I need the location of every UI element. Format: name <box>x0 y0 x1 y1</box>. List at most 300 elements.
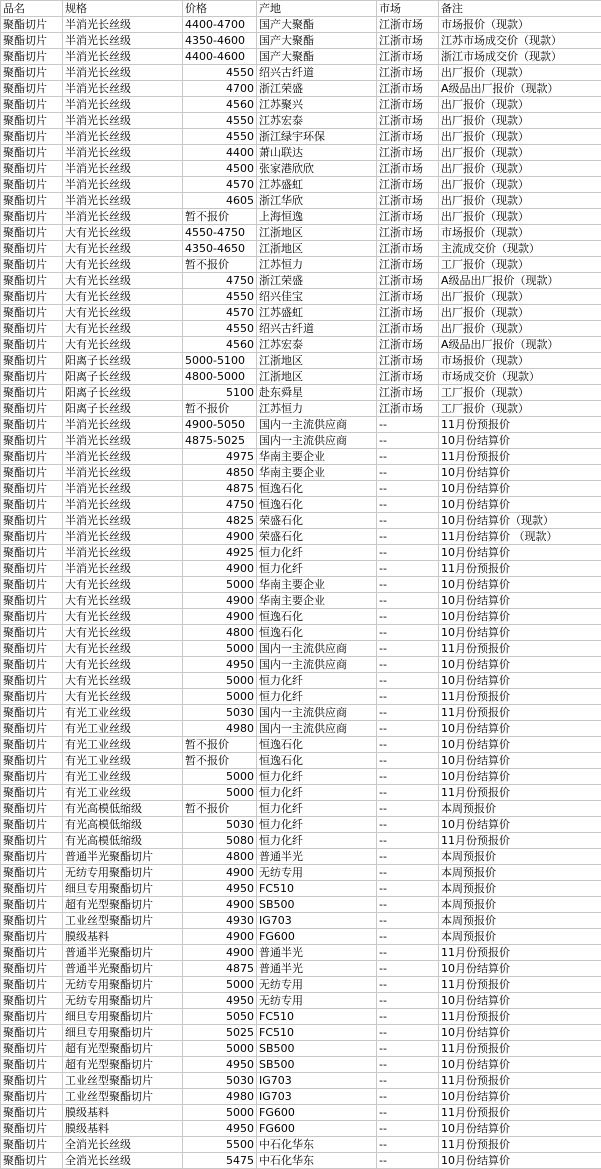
cell-product: 聚酯切片 <box>1 161 63 177</box>
cell-product: 聚酯切片 <box>1 257 63 273</box>
table-row <box>1 1073 601 1089</box>
cell-spec: 半消光长丝级 <box>63 97 183 113</box>
cell-market: 江浙市场 <box>377 33 439 49</box>
cell-price: 4930 <box>183 913 257 929</box>
cell-price: 5000 <box>183 769 257 785</box>
cell-product: 聚酯切片 <box>1 737 63 753</box>
table-row <box>1 593 601 609</box>
cell-remark: 10月份结算价 <box>439 1121 601 1137</box>
cell-origin: 国内一主流供应商 <box>257 433 377 449</box>
cell-price: 暂不报价 <box>183 801 257 817</box>
cell-spec: 大有光长丝级 <box>63 625 183 641</box>
cell-price: 4550 <box>183 289 257 305</box>
cell-remark: A级品出厂报价（现款） <box>439 81 601 97</box>
cell-market: -- <box>377 1073 439 1089</box>
cell-market: -- <box>377 1057 439 1073</box>
table-row <box>1 1057 601 1073</box>
cell-origin: 江苏恒力 <box>257 401 377 417</box>
table-row <box>1 65 601 81</box>
cell-market: 江浙市场 <box>377 241 439 257</box>
cell-product: 聚酯切片 <box>1 961 63 977</box>
cell-origin: 恒力化纤 <box>257 817 377 833</box>
cell-origin: 国内一主流供应商 <box>257 657 377 673</box>
cell-market: 江浙市场 <box>377 129 439 145</box>
cell-price: 4900 <box>183 897 257 913</box>
cell-price: 4900 <box>183 865 257 881</box>
cell-spec: 有光工业丝级 <box>63 721 183 737</box>
cell-remark: 本周预报价 <box>439 929 601 945</box>
cell-remark: 11月份预报价 <box>439 705 601 721</box>
cell-market: -- <box>377 753 439 769</box>
cell-market: -- <box>377 513 439 529</box>
table-row <box>1 945 601 961</box>
cell-remark: 11月份预报价 <box>439 1073 601 1089</box>
table-row <box>1 145 601 161</box>
cell-remark: 市场报价（现款） <box>439 353 601 369</box>
table-row <box>1 529 601 545</box>
header-origin: 产地 <box>257 1 377 17</box>
cell-market: 江浙市场 <box>377 113 439 129</box>
cell-remark: 出厂报价（现款） <box>439 177 601 193</box>
cell-product: 聚酯切片 <box>1 401 63 417</box>
cell-origin: 上海恒逸 <box>257 209 377 225</box>
cell-price: 5500 <box>183 1137 257 1153</box>
cell-spec: 半消光长丝级 <box>63 513 183 529</box>
cell-remark: 出厂报价（现款） <box>439 161 601 177</box>
cell-remark: 出厂报价（现款） <box>439 129 601 145</box>
cell-product: 聚酯切片 <box>1 289 63 305</box>
cell-remark: 11月份预报价 <box>439 641 601 657</box>
cell-market: -- <box>377 545 439 561</box>
cell-spec: 大有光长丝级 <box>63 241 183 257</box>
cell-remark: 10月份结算价 <box>439 545 601 561</box>
table-row <box>1 1009 601 1025</box>
cell-price: 暂不报价 <box>183 737 257 753</box>
cell-origin: 恒逸石化 <box>257 737 377 753</box>
cell-origin: 恒力化纤 <box>257 801 377 817</box>
cell-origin: 国内一主流供应商 <box>257 705 377 721</box>
cell-product: 聚酯切片 <box>1 225 63 241</box>
cell-spec: 无纺专用聚酯切片 <box>63 865 183 881</box>
cell-origin: FC510 <box>257 881 377 897</box>
cell-origin: 荣盛石化 <box>257 529 377 545</box>
cell-origin: FC510 <box>257 1009 377 1025</box>
cell-spec: 有光高模低缩级 <box>63 801 183 817</box>
table-row <box>1 705 601 721</box>
cell-origin: 华南主要企业 <box>257 465 377 481</box>
cell-price: 4550 <box>183 65 257 81</box>
table-row <box>1 81 601 97</box>
cell-origin: 国内一主流供应商 <box>257 417 377 433</box>
cell-spec: 大有光长丝级 <box>63 273 183 289</box>
cell-product: 聚酯切片 <box>1 977 63 993</box>
cell-market: -- <box>377 433 439 449</box>
cell-product: 聚酯切片 <box>1 785 63 801</box>
cell-price: 4900 <box>183 929 257 945</box>
table-row <box>1 769 601 785</box>
cell-origin: 赴东舜星 <box>257 385 377 401</box>
cell-remark: 本周预报价 <box>439 881 601 897</box>
cell-price: 5100 <box>183 385 257 401</box>
cell-product: 聚酯切片 <box>1 1153 63 1169</box>
table-row <box>1 561 601 577</box>
cell-origin: 江苏宏泰 <box>257 337 377 353</box>
cell-price: 5025 <box>183 1025 257 1041</box>
cell-product: 聚酯切片 <box>1 769 63 785</box>
cell-remark: 10月份结算价 <box>439 609 601 625</box>
cell-price: 5000 <box>183 641 257 657</box>
cell-market: 江浙市场 <box>377 161 439 177</box>
table-row <box>1 1105 601 1121</box>
cell-origin: 江苏宏泰 <box>257 113 377 129</box>
cell-remark: 11月份预报价 <box>439 417 601 433</box>
cell-spec: 半消光长丝级 <box>63 65 183 81</box>
cell-product: 聚酯切片 <box>1 753 63 769</box>
cell-origin: 中石化华东 <box>257 1153 377 1169</box>
table-row <box>1 817 601 833</box>
cell-market: 江浙市场 <box>377 385 439 401</box>
cell-origin: 恒力化纤 <box>257 545 377 561</box>
cell-price: 4750 <box>183 497 257 513</box>
cell-spec: 半消光长丝级 <box>63 465 183 481</box>
table-row <box>1 161 601 177</box>
cell-market: 江浙市场 <box>377 289 439 305</box>
cell-product: 聚酯切片 <box>1 65 63 81</box>
cell-product: 聚酯切片 <box>1 529 63 545</box>
cell-spec: 大有光长丝级 <box>63 337 183 353</box>
cell-product: 聚酯切片 <box>1 865 63 881</box>
cell-origin: 恒力化纤 <box>257 833 377 849</box>
cell-price: 5000 <box>183 673 257 689</box>
table-row <box>1 369 601 385</box>
cell-remark: 工厂报价（现款） <box>439 401 601 417</box>
cell-remark: 市场成交价（现款） <box>439 369 601 385</box>
cell-market: -- <box>377 593 439 609</box>
table-row <box>1 737 601 753</box>
cell-origin: 江苏聚兴 <box>257 97 377 113</box>
cell-price: 5000-5100 <box>183 353 257 369</box>
cell-price: 暂不报价 <box>183 209 257 225</box>
cell-market: -- <box>377 625 439 641</box>
cell-price: 4950 <box>183 1057 257 1073</box>
cell-remark: 11月份预报价 <box>439 689 601 705</box>
cell-spec: 半消光长丝级 <box>63 529 183 545</box>
cell-product: 聚酯切片 <box>1 833 63 849</box>
cell-product: 聚酯切片 <box>1 657 63 673</box>
cell-remark: 10月份结算价 <box>439 721 601 737</box>
table-row <box>1 209 601 225</box>
cell-remark: 出厂报价（现款） <box>439 193 601 209</box>
price-table-body <box>1 1 601 1169</box>
cell-price: 4800-5000 <box>183 369 257 385</box>
cell-origin: FC510 <box>257 1025 377 1041</box>
table-row <box>1 481 601 497</box>
table-row <box>1 577 601 593</box>
cell-price: 4975 <box>183 449 257 465</box>
cell-product: 聚酯切片 <box>1 993 63 1009</box>
cell-remark: 江苏市场成交价（现款） <box>439 33 601 49</box>
cell-remark: 10月份结算价 <box>439 993 601 1009</box>
cell-price: 暂不报价 <box>183 257 257 273</box>
table-row <box>1 1041 601 1057</box>
cell-spec: 大有光长丝级 <box>63 225 183 241</box>
cell-spec: 大有光长丝级 <box>63 657 183 673</box>
cell-market: -- <box>377 1105 439 1121</box>
table-row <box>1 401 601 417</box>
cell-price: 4875-5025 <box>183 433 257 449</box>
cell-spec: 膜级基料 <box>63 929 183 945</box>
cell-product: 聚酯切片 <box>1 577 63 593</box>
table-row <box>1 273 601 289</box>
cell-remark: 10月份结算价 <box>439 817 601 833</box>
header-product: 品名 <box>1 1 63 17</box>
cell-remark: 10月份结算价 <box>439 1025 601 1041</box>
cell-origin: FG600 <box>257 929 377 945</box>
cell-spec: 超有光型聚酯切片 <box>63 897 183 913</box>
cell-market: -- <box>377 849 439 865</box>
table-row <box>1 257 601 273</box>
cell-price: 4350-4650 <box>183 241 257 257</box>
table-row <box>1 961 601 977</box>
cell-product: 聚酯切片 <box>1 113 63 129</box>
cell-market: -- <box>377 673 439 689</box>
cell-spec: 超有光型聚酯切片 <box>63 1057 183 1073</box>
cell-price: 4850 <box>183 465 257 481</box>
cell-product: 聚酯切片 <box>1 17 63 33</box>
cell-remark: 市场报价（现款） <box>439 17 601 33</box>
cell-market: -- <box>377 529 439 545</box>
cell-market: -- <box>377 577 439 593</box>
cell-origin: 国产大聚酯 <box>257 49 377 65</box>
cell-product: 聚酯切片 <box>1 369 63 385</box>
cell-market: -- <box>377 1121 439 1137</box>
cell-product: 聚酯切片 <box>1 1009 63 1025</box>
cell-product: 聚酯切片 <box>1 417 63 433</box>
cell-market: -- <box>377 417 439 433</box>
cell-spec: 无纺专用聚酯切片 <box>63 977 183 993</box>
cell-spec: 普通半光聚酯切片 <box>63 961 183 977</box>
cell-price: 4570 <box>183 305 257 321</box>
cell-product: 聚酯切片 <box>1 1073 63 1089</box>
cell-market: -- <box>377 1041 439 1057</box>
table-row <box>1 897 601 913</box>
cell-product: 聚酯切片 <box>1 449 63 465</box>
cell-market: -- <box>377 1137 439 1153</box>
cell-price: 5030 <box>183 1073 257 1089</box>
cell-market: -- <box>377 1089 439 1105</box>
cell-origin: 无纺专用 <box>257 865 377 881</box>
cell-price: 4350-4600 <box>183 33 257 49</box>
cell-origin: 绍兴古纤道 <box>257 321 377 337</box>
cell-origin: 浙江华欣 <box>257 193 377 209</box>
table-row <box>1 881 601 897</box>
header-spec: 规格 <box>63 1 183 17</box>
cell-market: -- <box>377 1025 439 1041</box>
table-row <box>1 177 601 193</box>
table-row <box>1 353 601 369</box>
cell-market: -- <box>377 609 439 625</box>
cell-remark: 10月份结算价 <box>439 673 601 689</box>
cell-remark: 10月份结算价 <box>439 625 601 641</box>
cell-spec: 有光工业丝级 <box>63 737 183 753</box>
cell-origin: 国产大聚酯 <box>257 33 377 49</box>
cell-spec: 有光高模低缩级 <box>63 817 183 833</box>
cell-market: -- <box>377 817 439 833</box>
cell-remark: 10月份结算价 <box>439 961 601 977</box>
cell-origin: 绍兴佳宝 <box>257 289 377 305</box>
table-row <box>1 689 601 705</box>
table-row <box>1 545 601 561</box>
cell-market: -- <box>377 929 439 945</box>
cell-price: 4560 <box>183 97 257 113</box>
cell-market: -- <box>377 1009 439 1025</box>
cell-product: 聚酯切片 <box>1 1025 63 1041</box>
cell-price: 4550 <box>183 321 257 337</box>
cell-product: 聚酯切片 <box>1 513 63 529</box>
cell-origin: 恒逸石化 <box>257 481 377 497</box>
table-row <box>1 417 601 433</box>
cell-remark: 出厂报价（现款） <box>439 321 601 337</box>
cell-price: 5000 <box>183 1105 257 1121</box>
cell-spec: 半消光长丝级 <box>63 209 183 225</box>
table-row <box>1 865 601 881</box>
cell-spec: 大有光长丝级 <box>63 321 183 337</box>
cell-price: 4550 <box>183 129 257 145</box>
cell-remark: 工厂报价（现款） <box>439 385 601 401</box>
cell-remark: 10月份结算价 <box>439 1153 601 1169</box>
cell-spec: 半消光长丝级 <box>63 49 183 65</box>
cell-origin: 恒力化纤 <box>257 561 377 577</box>
cell-price: 4900 <box>183 561 257 577</box>
cell-remark: 工厂报价（现款） <box>439 257 601 273</box>
cell-remark: 10月份结算价 <box>439 769 601 785</box>
cell-market: 江浙市场 <box>377 145 439 161</box>
cell-product: 聚酯切片 <box>1 609 63 625</box>
cell-remark: 11月份预报价 <box>439 1041 601 1057</box>
cell-product: 聚酯切片 <box>1 33 63 49</box>
cell-spec: 膜级基料 <box>63 1121 183 1137</box>
cell-market: -- <box>377 865 439 881</box>
cell-spec: 膜级基料 <box>63 1105 183 1121</box>
cell-origin: 恒力化纤 <box>257 769 377 785</box>
cell-spec: 半消光长丝级 <box>63 113 183 129</box>
cell-remark: 11月份预报价 <box>439 1137 601 1153</box>
cell-product: 聚酯切片 <box>1 689 63 705</box>
cell-price: 4900 <box>183 593 257 609</box>
cell-remark: 10月份结算价 <box>439 465 601 481</box>
cell-origin: 国内一主流供应商 <box>257 721 377 737</box>
cell-origin: 萧山联达 <box>257 145 377 161</box>
cell-remark: 10月份结算价 <box>439 577 601 593</box>
cell-spec: 细旦专用聚酯切片 <box>63 881 183 897</box>
cell-origin: FG600 <box>257 1105 377 1121</box>
cell-price: 5030 <box>183 705 257 721</box>
cell-market: -- <box>377 465 439 481</box>
cell-product: 聚酯切片 <box>1 241 63 257</box>
cell-market: 江浙市场 <box>377 81 439 97</box>
cell-price: 4550-4750 <box>183 225 257 241</box>
table-row <box>1 113 601 129</box>
cell-market: 江浙市场 <box>377 369 439 385</box>
cell-remark: 10月份结算价 <box>439 1057 601 1073</box>
table-row <box>1 305 601 321</box>
table-row <box>1 465 601 481</box>
cell-price: 5475 <box>183 1153 257 1169</box>
cell-origin: 恒逸石化 <box>257 609 377 625</box>
cell-spec: 半消光长丝级 <box>63 449 183 465</box>
cell-origin: IG703 <box>257 1089 377 1105</box>
cell-spec: 大有光长丝级 <box>63 257 183 273</box>
cell-spec: 阳离子长丝级 <box>63 353 183 369</box>
cell-spec: 大有光长丝级 <box>63 289 183 305</box>
cell-market: -- <box>377 721 439 737</box>
cell-remark: 本周预报价 <box>439 849 601 865</box>
cell-price: 5000 <box>183 1041 257 1057</box>
cell-remark: 11月份预报价 <box>439 833 601 849</box>
table-row <box>1 1153 601 1169</box>
cell-origin: 江苏恒力 <box>257 257 377 273</box>
cell-remark: 11月份预报价 <box>439 977 601 993</box>
table-row <box>1 641 601 657</box>
cell-origin: 浙江荣盛 <box>257 273 377 289</box>
cell-market: -- <box>377 945 439 961</box>
cell-origin: SB500 <box>257 897 377 913</box>
cell-origin: 恒逸石化 <box>257 497 377 513</box>
cell-product: 聚酯切片 <box>1 1057 63 1073</box>
cell-product: 聚酯切片 <box>1 321 63 337</box>
cell-origin: SB500 <box>257 1057 377 1073</box>
cell-origin: FG600 <box>257 1121 377 1137</box>
cell-product: 聚酯切片 <box>1 385 63 401</box>
cell-spec: 细旦专用聚酯切片 <box>63 1009 183 1025</box>
cell-price: 5000 <box>183 785 257 801</box>
cell-spec: 半消光长丝级 <box>63 481 183 497</box>
cell-spec: 大有光长丝级 <box>63 641 183 657</box>
cell-market: -- <box>377 913 439 929</box>
cell-remark: 11月份预报价 <box>439 1009 601 1025</box>
cell-origin: 华南主要企业 <box>257 593 377 609</box>
cell-origin: 华南主要企业 <box>257 577 377 593</box>
table-row <box>1 513 601 529</box>
cell-remark: 10月份结算价 <box>439 737 601 753</box>
cell-origin: 恒力化纤 <box>257 689 377 705</box>
cell-market: -- <box>377 801 439 817</box>
table-row <box>1 433 601 449</box>
cell-market: 江浙市场 <box>377 225 439 241</box>
cell-product: 聚酯切片 <box>1 1041 63 1057</box>
cell-spec: 大有光长丝级 <box>63 305 183 321</box>
cell-product: 聚酯切片 <box>1 721 63 737</box>
table-row <box>1 833 601 849</box>
cell-price: 4800 <box>183 625 257 641</box>
cell-product: 聚酯切片 <box>1 337 63 353</box>
table-row <box>1 97 601 113</box>
cell-price: 4875 <box>183 481 257 497</box>
cell-origin: 张家港欣欣 <box>257 161 377 177</box>
cell-product: 聚酯切片 <box>1 897 63 913</box>
cell-spec: 大有光长丝级 <box>63 593 183 609</box>
cell-origin: 恒逸石化 <box>257 625 377 641</box>
cell-spec: 半消光长丝级 <box>63 161 183 177</box>
cell-remark: 11月份预报价 <box>439 945 601 961</box>
cell-origin: 江苏盛虹 <box>257 305 377 321</box>
header-price: 价格 <box>183 1 257 17</box>
header-row <box>1 1 601 17</box>
cell-remark: 11月份预报价 <box>439 785 601 801</box>
cell-origin: IG703 <box>257 913 377 929</box>
cell-remark: 出厂报价（现款） <box>439 305 601 321</box>
cell-market: 江浙市场 <box>377 17 439 33</box>
